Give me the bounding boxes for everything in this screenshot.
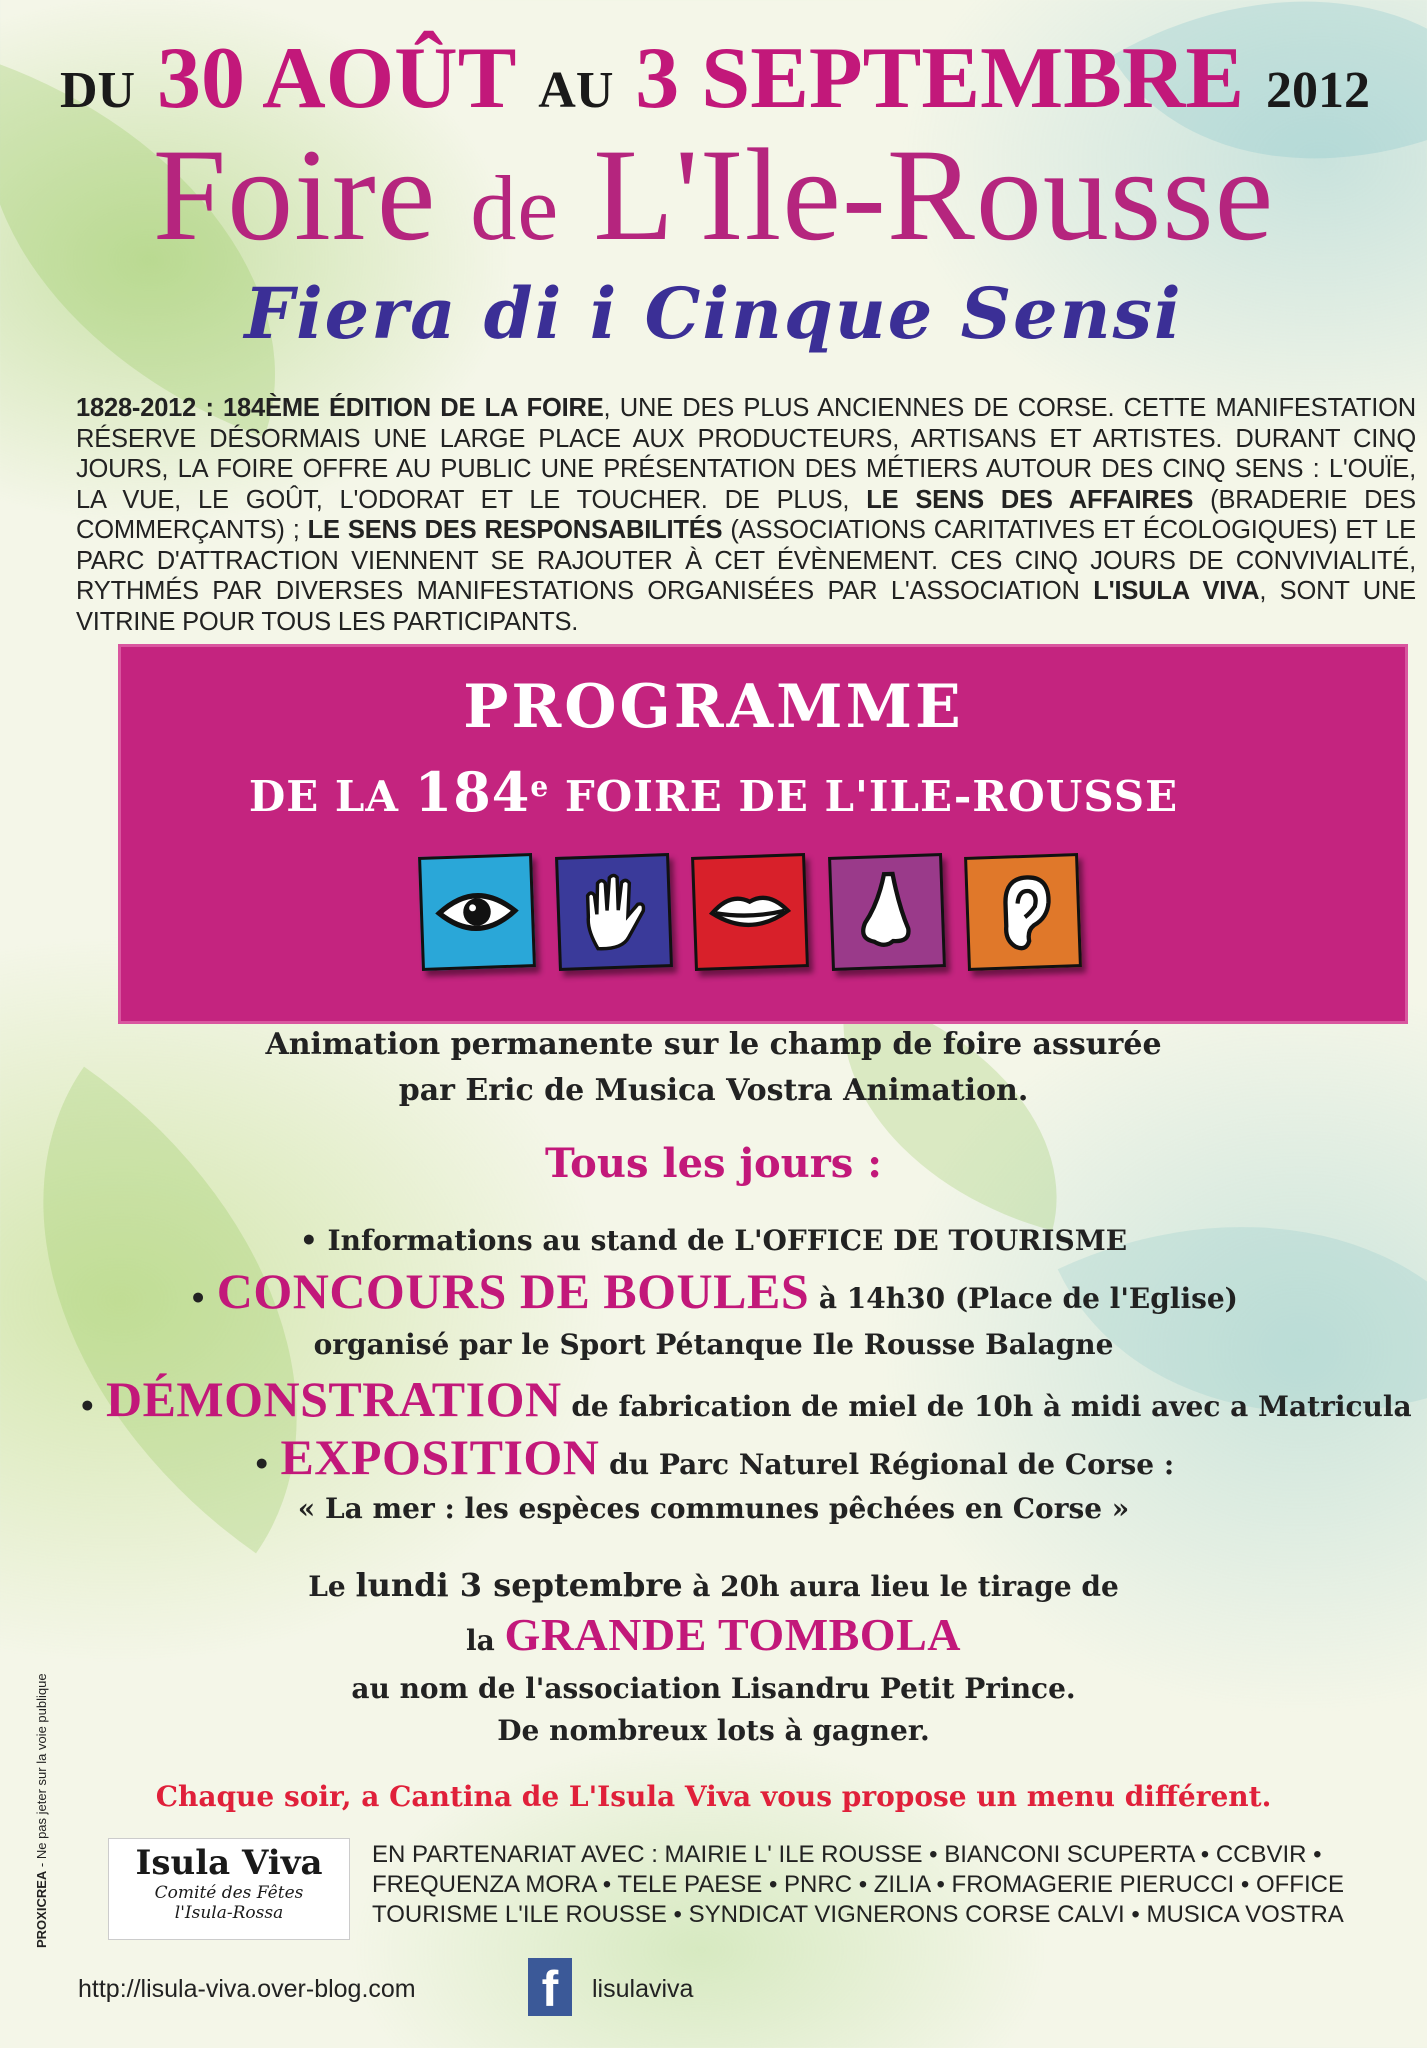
intro-paragraph: 1828-2012 : 184ÈME ÉDITION DE LA FOIRE, UNE DES PLUS ANCIENNES DE CORSE. CETTE MANIFESTATION RÉSERVE DÉSORMAIS UNE LARGE PLACE AUX PRODUCTEURS, ARTISANS ET ARTISTES. DURANT CINQ JOURS, LA FOIRE OFFRE AU PUBLIC UNE PRÉSENTATION DES MÉTIERS AUTOUR DES CINQ SENS : L'OUÏE, LA VUE, LE GOÛT, L'ODORAT ET LE TOUCHER. DE PLUS, LE SENS DES AFFAIRES (BRADERIE DES COMMERÇANTS) ; LE SENS DES RESPONSABILITÉS (ASSOCIATIONS CARITATIVES ET ÉCOLOGIQUES) ET LE PARC D'ATTRACTION VIENNENT SE RAJOUTER À CET ÉVÈNEMENT. CES CINQ JOURS DE CONVIVIALITÉ, RYTHMÉS PAR DIVERSES MANIFESTATIONS ORGANISÉES PAR L'ASSOCIATION L'ISULA VIVA, SONT UNE VITRINE POUR TOUS LES PARTICIPANTS.: [76, 394, 1416, 636]
title-foire: Foire: [152, 121, 437, 268]
tombola-lots: De nombreux lots à gagner.: [497, 1714, 930, 1747]
tous-les-jours-heading: Tous les jours :: [545, 1140, 882, 1187]
date-au: AU: [538, 62, 614, 119]
item-expo-sub: « La mer : les espèces communes pêchées en Corse »: [297, 1492, 1130, 1525]
date-header: [60, 28, 1370, 129]
page-title: [0, 118, 1427, 271]
nose-icon: [828, 853, 946, 971]
date-start: 30 AOÛT: [157, 30, 517, 127]
animation-text: Animation permanente sur le champ de foire assurée par Eric de Musica Vostra Animation.: [265, 1027, 1162, 1108]
tombola-line2: la GRANDE TOMBOLA: [466, 1609, 961, 1660]
tombola-line1: Le lundi 3 septembre à 20h aura lieu le tirage de: [308, 1566, 1119, 1604]
title-place: L'Ile-Rousse: [593, 121, 1275, 268]
item-info: • Informations au stand de L'OFFICE DE TOURISME: [299, 1224, 1128, 1257]
logo-line2: l'Isula-Rossa: [174, 1903, 284, 1923]
mouth-icon: [691, 853, 809, 971]
facebook-name[interactable]: lisulaviva: [592, 1975, 694, 2003]
tombola-assoc: au nom de l'association Lisandru Petit Prince.: [351, 1672, 1076, 1705]
programme-subtitle: DE LA 184e FOIRE DE L'ILE-ROUSSE: [248, 760, 1179, 824]
ear-icon: [964, 853, 1082, 971]
item-boules: • CONCOURS DE BOULES à 14h30 (Place de l'Eglise): [189, 1263, 1238, 1319]
date-end: 3 SEPTEMBRE: [635, 30, 1245, 127]
vertical-notice: PROXICREA - Ne pas jeter sur la voie publique: [34, 1673, 49, 1948]
logo-line1: Comité des Fêtes: [154, 1883, 304, 1903]
facebook-icon[interactable]: f: [528, 1958, 572, 2016]
website-link[interactable]: http://lisula-viva.over-blog.com: [78, 1975, 416, 2003]
logo-name: Isula Viva: [135, 1843, 323, 1883]
programme-title: PROGRAMME: [463, 672, 964, 742]
item-demo: • DÉMONSTRATION de fabrication de miel de 10h à midi avec a Matricula: [78, 1371, 1412, 1427]
partners-list: EN PARTENARIAT AVEC : MAIRIE L' ILE ROUSSE • BIANCONI SCUPERTA • CCBVIR • FREQUENZA MORA • TELE PAESE • PNRC • ZILIA • FROMAGERIE PIERUCCI • OFFICE TOURISME L'ILE ROUSSE • SYNDICAT VIGNERONS CORSE CALVI • MUSICA VOSTRA: [372, 1841, 1344, 1928]
isula-viva-logo: [108, 1838, 350, 1940]
eye-icon: [418, 853, 536, 971]
item-expo: • EXPOSITION du Parc Naturel Régional de Corse :: [252, 1429, 1175, 1485]
page-subtitle: Fiera di i Cinque Sensi: [244, 272, 1183, 355]
date-du: DU: [60, 62, 136, 119]
date-year: 2012: [1265, 62, 1370, 119]
item-boules-org: organisé par le Sport Pétanque Ile Rousse Balagne: [313, 1328, 1114, 1361]
cantina-text: Chaque soir, a Cantina de L'Isula Viva vous propose un menu différent.: [155, 1780, 1272, 1813]
title-de: de: [470, 157, 560, 259]
hand-icon: [555, 853, 673, 971]
five-senses: [420, 855, 1080, 975]
